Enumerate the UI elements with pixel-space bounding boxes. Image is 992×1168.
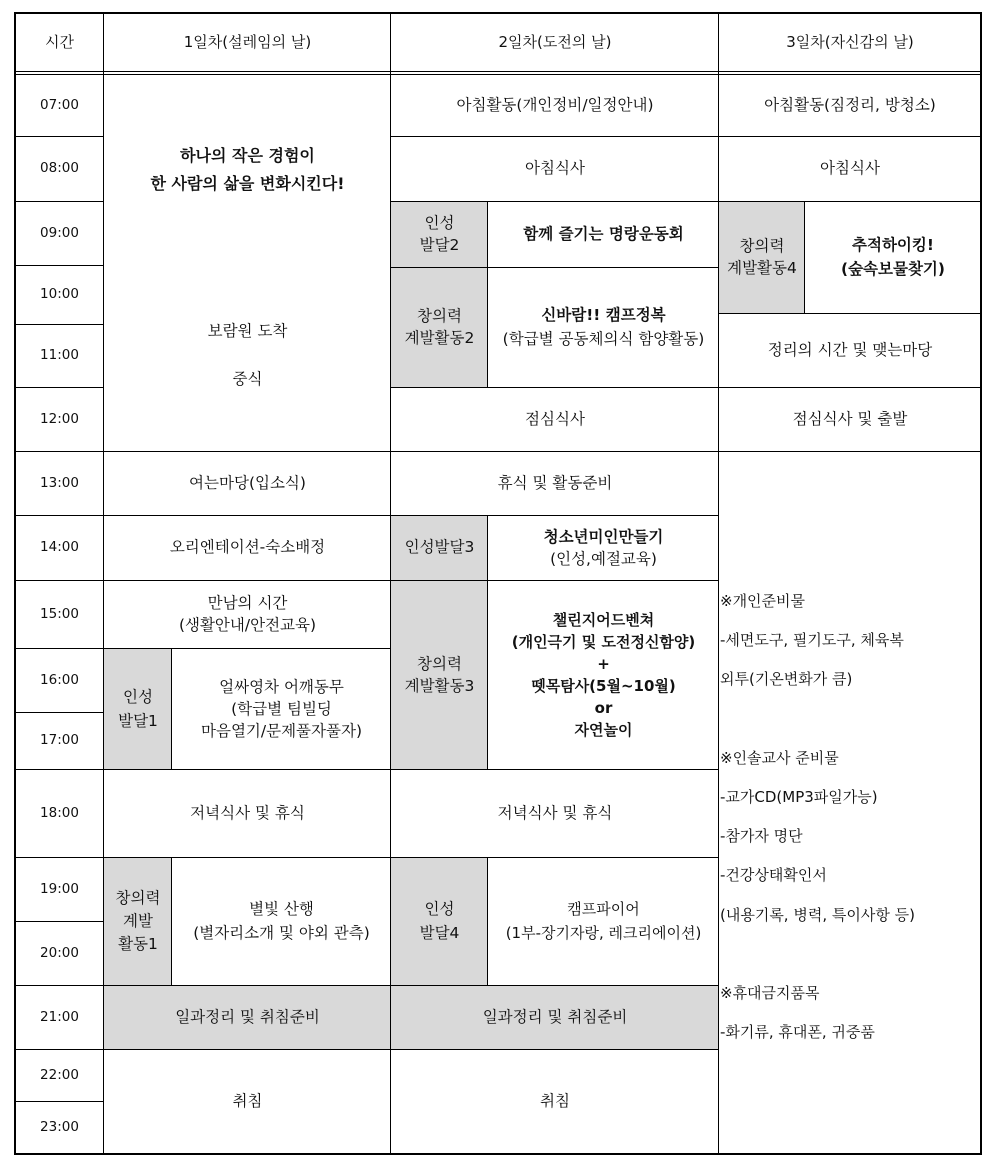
row-divider bbox=[104, 451, 391, 452]
day1-character-1-label: 인성 발달1 bbox=[104, 648, 172, 769]
day1-sleep: 취침 bbox=[232, 1092, 263, 1111]
day2-character-3-label: 인성발달3 bbox=[391, 515, 488, 580]
row-divider bbox=[14, 648, 104, 649]
row-divider bbox=[14, 136, 104, 137]
row-divider bbox=[391, 451, 719, 452]
row-divider bbox=[104, 769, 391, 770]
day2-character-4-label: 인성 발달4 bbox=[391, 857, 488, 985]
time-slot: 16:00 bbox=[40, 671, 79, 688]
row-divider bbox=[104, 515, 391, 516]
day2-dinner: 저녁식사 및 휴식 bbox=[497, 803, 613, 822]
time-slot: 08:00 bbox=[40, 160, 79, 177]
row-divider bbox=[14, 201, 104, 202]
row-divider bbox=[719, 313, 981, 314]
row-divider bbox=[104, 857, 391, 858]
day2-morning-activity: 아침활동(개인정비/일정안내) bbox=[456, 95, 654, 114]
row-divider bbox=[14, 985, 104, 986]
row-divider bbox=[391, 769, 719, 770]
day2-creativity-2-label: 창의력 계발활동2 bbox=[391, 267, 488, 387]
day1-character-1-activity: 얼싸영차 어깨동무 (학급별 팀빌딩 마음열기/문제풀자풀자) bbox=[201, 677, 362, 740]
column-divider bbox=[487, 201, 488, 387]
time-slot: 20:00 bbox=[40, 944, 79, 961]
row-divider bbox=[391, 580, 719, 581]
time-slot: 07:00 bbox=[40, 96, 79, 113]
row-divider bbox=[14, 580, 104, 581]
row-divider bbox=[391, 1049, 719, 1050]
row-divider bbox=[14, 451, 104, 452]
time-slot: 18:00 bbox=[40, 804, 79, 821]
header-time: 시간 bbox=[45, 33, 74, 52]
day3-lunch-departure: 점심식사 및 출발 bbox=[792, 409, 908, 428]
time-slot: 13:00 bbox=[40, 474, 79, 491]
row-divider bbox=[391, 857, 719, 858]
row-divider bbox=[14, 1049, 104, 1050]
day3-closing: 정리의 시간 및 맺는마당 bbox=[767, 340, 933, 359]
day3-creativity-4-activity: 추적하이킹! (숲속보물찾기) bbox=[840, 236, 945, 278]
time-slot: 12:00 bbox=[40, 410, 79, 427]
column-divider bbox=[487, 857, 488, 985]
header-day1: 1일차(설레임의 날) bbox=[183, 33, 312, 52]
day2-sleep: 취침 bbox=[540, 1092, 570, 1111]
time-slot: 14:00 bbox=[40, 539, 79, 556]
column-divider bbox=[390, 12, 391, 1155]
column-divider bbox=[718, 12, 719, 1155]
row-divider bbox=[14, 857, 104, 858]
header-divider bbox=[14, 74, 982, 75]
day3-breakfast: 아침식사 bbox=[820, 159, 880, 178]
row-divider bbox=[719, 451, 981, 452]
row-divider bbox=[391, 387, 719, 388]
day1-creativity-1-label: 창의력 계발 활동1 bbox=[104, 857, 172, 985]
row-divider bbox=[391, 136, 719, 137]
day3-morning-activity: 아침활동(짐정리, 방청소) bbox=[764, 95, 936, 114]
header-day2: 2일차(도전의 날) bbox=[498, 33, 612, 52]
day1-arrival-lunch: 보람원 도착 중식 bbox=[207, 322, 288, 388]
time-slot: 17:00 bbox=[40, 732, 79, 749]
table-border bbox=[14, 12, 982, 14]
day2-character-2-activity: 함께 즐기는 명랑운동회 bbox=[523, 224, 684, 243]
day1-opening-ceremony: 여는마당(입소식) bbox=[189, 473, 306, 492]
row-divider bbox=[14, 1101, 104, 1102]
row-divider bbox=[719, 201, 981, 202]
header-day3: 3일차(자신감의 날) bbox=[786, 33, 914, 52]
time-slot: 22:00 bbox=[40, 1066, 79, 1083]
table-border bbox=[14, 12, 16, 1155]
row-divider bbox=[14, 387, 104, 388]
day2-lunch: 점심식사 bbox=[525, 409, 585, 428]
row-divider bbox=[14, 769, 104, 770]
day1-orientation: 오리엔테이션-숙소배정 bbox=[169, 538, 326, 557]
table-border bbox=[980, 12, 982, 1155]
time-slot: 19:00 bbox=[40, 880, 79, 897]
day1-wrap-up: 일과정리 및 취침준비 bbox=[104, 985, 391, 1049]
day3-preparation-notes: ※개인준비물 -세면도구, 필기도구, 체육복 외투(기온변화가 큼) ※인솔교사 준비물 -교가CD(MP3파일가능) -참가자 명단 -건강상태확인서 (내용기록, 병력, 특이사항 등) ※휴대금지품목 -화기류, 휴대폰, 귀중품 bbox=[720, 592, 915, 1042]
day2-rest: 휴식 및 활동준비 bbox=[497, 473, 613, 492]
time-slot: 21:00 bbox=[40, 1008, 79, 1025]
row-divider bbox=[14, 921, 104, 922]
day2-wrap-up: 일과정리 및 취침준비 bbox=[391, 985, 719, 1049]
time-slot: 15:00 bbox=[40, 605, 79, 622]
header-divider bbox=[14, 71, 982, 72]
day1-meeting-time: 만남의 시간 (생활안내/안전교육) bbox=[178, 594, 317, 634]
row-divider bbox=[104, 1049, 391, 1050]
row-divider bbox=[104, 580, 391, 581]
column-divider bbox=[171, 857, 172, 985]
day3-creativity-4-label: 창의력 계발활동4 bbox=[719, 201, 805, 313]
row-divider bbox=[104, 985, 391, 986]
time-slot: 10:00 bbox=[40, 286, 79, 303]
day2-character-4-activity: 캠프파이어 (1부-장기자랑, 레크리에이션) bbox=[505, 900, 702, 942]
day2-creativity-2-activity bbox=[488, 267, 719, 387]
row-divider bbox=[719, 136, 981, 137]
day2-creativity-2-title: 신바람!! 캠프정복 bbox=[541, 306, 666, 324]
row-divider bbox=[391, 267, 719, 268]
day2-creativity-3-activity: 챌린지어드벤쳐 (개인극기 및 도전정신함양) + 뗏목탐사(5월~10월) or 자연놀이 bbox=[511, 610, 696, 739]
row-divider bbox=[391, 985, 719, 986]
day2-character-3-activity bbox=[488, 515, 719, 580]
row-divider bbox=[719, 387, 981, 388]
row-divider bbox=[14, 324, 104, 325]
column-divider bbox=[171, 648, 172, 769]
day2-character-3-title: 청소년미인만들기 bbox=[543, 527, 664, 546]
column-divider bbox=[804, 201, 805, 313]
row-divider bbox=[14, 515, 104, 516]
time-slot: 23:00 bbox=[40, 1119, 79, 1136]
table-border bbox=[14, 1153, 982, 1155]
day1-motto: 하나의 작은 경험이 한 사람의 삶을 변화시킨다! bbox=[150, 146, 345, 193]
day2-character-3-subtitle: (인성,예절교육) bbox=[550, 549, 657, 568]
day1-dinner: 저녁식사 및 휴식 bbox=[190, 803, 305, 822]
row-divider bbox=[14, 265, 104, 266]
day2-breakfast: 아침식사 bbox=[525, 159, 585, 178]
row-divider bbox=[14, 712, 104, 713]
row-divider bbox=[391, 515, 719, 516]
day2-character-2-label: 인성 발달2 bbox=[391, 201, 488, 267]
day1-creativity-1-activity: 별빛 산행 (별자리소개 및 야외 관측) bbox=[193, 900, 370, 942]
row-divider bbox=[391, 201, 719, 202]
row-divider bbox=[104, 648, 391, 649]
time-slot: 09:00 bbox=[40, 224, 79, 241]
column-divider bbox=[103, 12, 104, 1155]
day2-creativity-3-label: 창의력 계발활동3 bbox=[391, 580, 488, 769]
day2-creativity-2-subtitle: (학급별 공동체의식 함양활동) bbox=[502, 330, 705, 348]
column-divider bbox=[487, 515, 488, 769]
time-slot: 11:00 bbox=[40, 347, 79, 364]
